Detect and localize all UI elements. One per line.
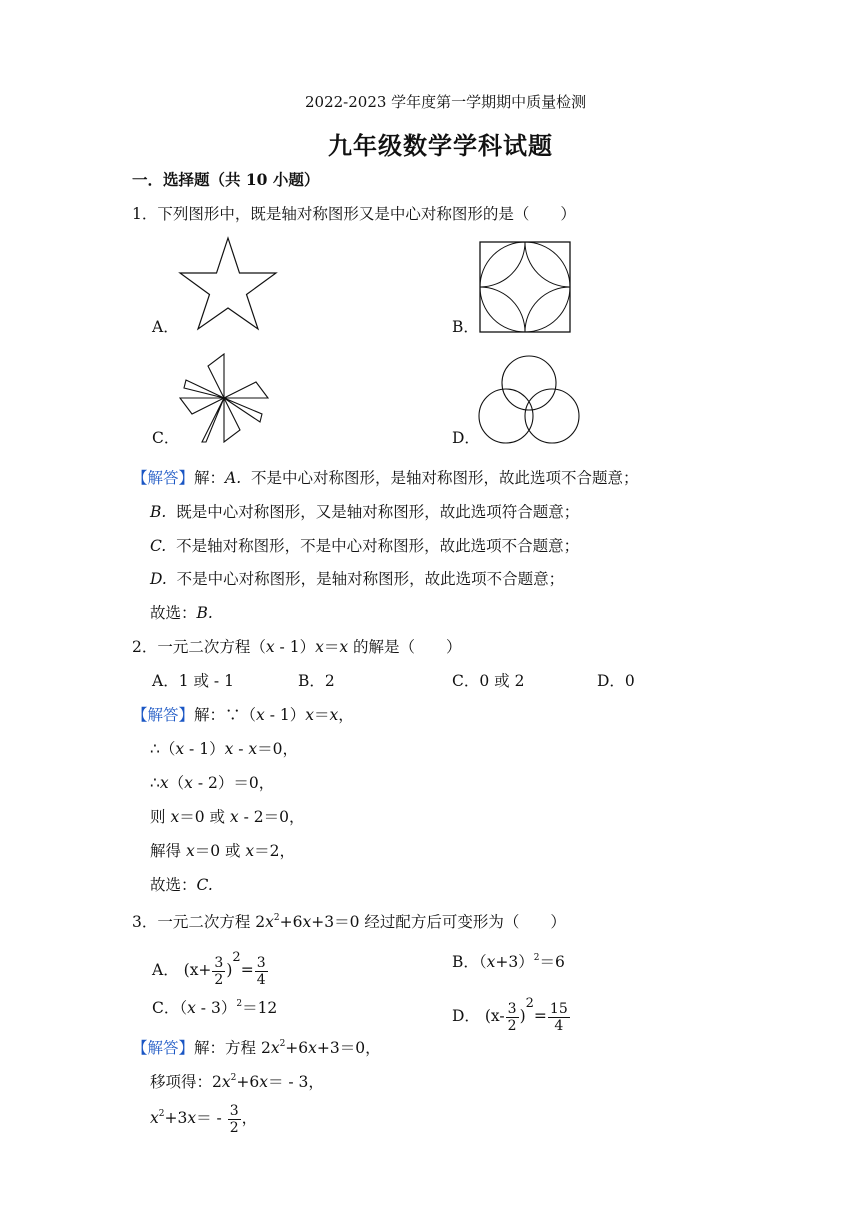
- q2-option-c: C．0 或 2: [452, 672, 525, 690]
- q3-d-eq: =: [533, 1007, 547, 1025]
- q3-s3-d: ，: [241, 1109, 258, 1127]
- q1-l5-a: 故选：: [150, 604, 197, 622]
- q2-s5-x2: x: [245, 842, 255, 860]
- q2-s4-b: ＝0 或: [179, 808, 230, 826]
- q1-l1-b: A.: [225, 469, 242, 487]
- q3-s2-x2: x: [259, 1073, 268, 1091]
- q2-s1-d: ，: [338, 706, 354, 724]
- q1-option-b: B．: [452, 318, 479, 336]
- q3-stem-c: +3＝0 经过配方后可变形为（ ）: [311, 913, 566, 931]
- q2-stem-x3: x: [339, 638, 349, 656]
- star-figure: [178, 236, 278, 332]
- answer-tag: 【解答】: [132, 1039, 195, 1057]
- q2-s2-c: -: [233, 740, 249, 758]
- q2-s1-b: - 1）: [264, 706, 306, 724]
- q3-s3-x: x: [150, 1109, 159, 1127]
- q3-c-label: C．（: [152, 999, 188, 1017]
- q2-s4-a: 则: [150, 808, 171, 826]
- q3-s3-x2: x: [187, 1109, 197, 1127]
- q1-answer-line-2: [150, 502, 579, 522]
- q3-a-den: 2: [214, 971, 224, 988]
- q2-s2-x3: x: [248, 740, 258, 758]
- q3-s3-c: ＝ -: [196, 1109, 227, 1127]
- q2-s6-b: C.: [196, 876, 213, 894]
- exam-title: 九年级数学学科试题: [328, 131, 553, 160]
- q3-b-x: x: [486, 953, 496, 971]
- q3-s3-sup: 2: [158, 1109, 165, 1119]
- q2-s3-x: x: [159, 774, 169, 792]
- q1-option-d: D．: [452, 429, 480, 447]
- q3-s2-x: x: [221, 1073, 231, 1091]
- square-petals-figure: [478, 240, 572, 334]
- q2-s2-x2: x: [224, 740, 234, 758]
- q3-stem-x: x: [265, 913, 274, 931]
- q1-answer-line-3: [150, 536, 579, 556]
- q2-s1-x: x: [256, 706, 265, 724]
- q2-s4-x2: x: [229, 808, 239, 826]
- q3-a-eq: =: [240, 961, 254, 979]
- q2-stem: [132, 637, 462, 657]
- q3-a-rden: 4: [256, 971, 266, 988]
- q3-option-b: [452, 948, 565, 972]
- q2-s3-x2: x: [184, 774, 193, 792]
- q2-s5-b: ＝0 或: [194, 842, 246, 860]
- q3-d-sup: 2: [525, 996, 534, 1011]
- q2-s2-b: - 1）: [184, 740, 225, 758]
- q2-answer-line-5: [150, 841, 295, 861]
- q2-s1-a: 解：∵（: [194, 706, 257, 724]
- q2-stem-a: 2．一元二次方程（: [132, 638, 266, 656]
- q3-answer-line-1: [132, 1034, 381, 1058]
- q1-option-a: A．: [152, 318, 179, 336]
- answer-tag: 【解答】: [132, 706, 195, 724]
- q3-stem-x2: x: [302, 913, 312, 931]
- q1-l5-b: B.: [196, 604, 213, 622]
- q2-s3-a: ∴: [150, 774, 160, 792]
- q3-s1-sup: 2: [279, 1039, 286, 1049]
- q1-l2-b: 既是中心对称图形，又是轴对称图形，故此选项符合题意；: [176, 503, 580, 521]
- q2-s4-x: x: [170, 808, 180, 826]
- q1-answer-line-4: [150, 569, 564, 589]
- q3-b-sup: 2: [533, 953, 540, 963]
- q3-s2-a: 移项得：2: [150, 1073, 222, 1091]
- q3-answer-line-2: [150, 1068, 324, 1092]
- q3-a-open: (x+: [183, 961, 212, 979]
- q1-l3-a: C.: [150, 537, 167, 555]
- answer-tag: 【解答】: [132, 469, 195, 487]
- q1-l4-b: 不是中心对称图形，是轴对称图形，故此选项不合题意；: [176, 570, 565, 588]
- q3-d-fraction: [506, 1001, 519, 1034]
- q2-s2-d: ＝0，: [257, 740, 299, 758]
- q1-answer-line-5: [150, 603, 213, 623]
- q1-answer-line-1: [132, 468, 639, 488]
- q2-s4-c: - 2＝0，: [238, 808, 305, 826]
- q2-s5-c: ＝2，: [254, 842, 296, 860]
- q2-answer-line-6: [150, 875, 213, 895]
- q3-s1-a: 解：方程 2: [194, 1039, 271, 1057]
- section-heading: 一．选择题（共 10 小题）: [132, 170, 320, 189]
- q2-answer-line-2: [150, 739, 298, 759]
- q3-d-num: 3: [507, 1000, 517, 1017]
- q3-s3-b: +3: [164, 1109, 188, 1127]
- q3-stem-a: 3．一元二次方程 2: [132, 913, 266, 931]
- q3-s3-num: 3: [229, 1102, 239, 1119]
- q3-a-rfraction: [255, 955, 268, 988]
- q1-l2-a: B.: [150, 503, 167, 521]
- q3-s3-den: 2: [229, 1119, 239, 1136]
- q3-a-fraction: [212, 955, 225, 988]
- q3-d-open: (x-: [484, 1007, 505, 1025]
- q3-s3-fraction: [228, 1103, 241, 1136]
- q3-c-rest: - 3）: [195, 999, 237, 1017]
- q2-option-b: B．2: [298, 672, 335, 690]
- q3-b-eq: ＝6: [539, 953, 565, 971]
- q2-stem-x1: x: [265, 638, 275, 656]
- q3-s1-c: +3＝0，: [316, 1039, 381, 1057]
- q2-option-a: A．1 或 - 1: [152, 672, 234, 690]
- q2-s2-a: ∴（: [150, 740, 176, 758]
- q2-stem-x2: x: [315, 638, 324, 656]
- q2-s1-x2: x: [305, 706, 314, 724]
- q2-s1-x3: x: [329, 706, 339, 724]
- q3-b-label: B．（: [452, 953, 487, 971]
- q2-s3-c: - 2）＝0，: [192, 774, 275, 792]
- q3-option-c: [152, 994, 277, 1018]
- q2-s2-x: x: [175, 740, 185, 758]
- q2-stem-b: - 1）: [274, 638, 316, 656]
- q1-l1-a: 解：: [194, 469, 226, 487]
- q3-c-x: x: [187, 999, 196, 1017]
- q3-s2-c: ＝ - 3，: [267, 1073, 324, 1091]
- q3-d-rnum: 15: [549, 1000, 568, 1017]
- q3-option-d: [452, 986, 571, 1034]
- q2-s5-a: 解得: [150, 842, 186, 860]
- q2-s1-c: ＝: [313, 706, 330, 724]
- q3-stem-b: +6: [279, 913, 303, 931]
- q1-l1-c: 不是中心对称图形，是轴对称图形，故此选项不合题意；: [251, 469, 639, 487]
- q2-s3-b: （: [168, 774, 185, 792]
- q3-s1-x: x: [270, 1039, 280, 1057]
- q3-d-den: 2: [507, 1017, 517, 1034]
- q3-a-close: ): [226, 961, 233, 979]
- q3-option-a: [152, 940, 269, 988]
- three-circles-figure: [476, 354, 582, 446]
- q2-stem-d: 的解是（ ）: [348, 638, 462, 656]
- q3-s2-sup: 2: [230, 1073, 237, 1083]
- q3-c-eq: ＝12: [242, 999, 278, 1017]
- pinwheel-figure: [178, 352, 270, 444]
- q3-stem-sup: 2: [273, 913, 280, 923]
- q2-answer-line-4: [150, 807, 304, 827]
- q3-d-label: D．: [452, 1007, 480, 1025]
- q2-s6-a: 故选：: [150, 876, 197, 894]
- q3-stem: [132, 908, 566, 932]
- q2-option-d: D．0: [597, 672, 635, 690]
- q3-d-rfraction: [548, 1001, 570, 1034]
- q3-d-rden: 4: [554, 1017, 564, 1034]
- q3-a-sup: 2: [232, 950, 241, 965]
- q1-l4-a: D.: [150, 570, 167, 588]
- q2-stem-c: ＝: [323, 638, 340, 656]
- q3-s1-b: +6: [285, 1039, 309, 1057]
- q2-answer-line-3: [150, 773, 274, 793]
- q3-c-sup: 2: [236, 999, 243, 1009]
- q1-stem: 1．下列图形中，既是轴对称图形又是中心对称图形的是（ ）: [132, 205, 576, 223]
- q3-b-rest: +3）: [495, 953, 534, 971]
- q3-s1-x2: x: [308, 1039, 317, 1057]
- q1-l3-b: 不是轴对称图形，不是中心对称图形，故此选项不合题意；: [176, 537, 580, 555]
- q3-a-rnum: 3: [256, 954, 266, 971]
- q2-s5-x: x: [185, 842, 195, 860]
- q3-d-close: ): [519, 1007, 526, 1025]
- q3-s2-b: +6: [236, 1073, 260, 1091]
- q3-a-label: A．: [152, 961, 179, 979]
- q1-option-c: C．: [152, 429, 180, 447]
- exam-subtitle: 2022-2023 学年度第一学期期中质量检测: [305, 93, 587, 111]
- q2-answer-line-1: [132, 705, 354, 725]
- q3-answer-line-3: [150, 1096, 257, 1136]
- q3-a-num: 3: [214, 954, 224, 971]
